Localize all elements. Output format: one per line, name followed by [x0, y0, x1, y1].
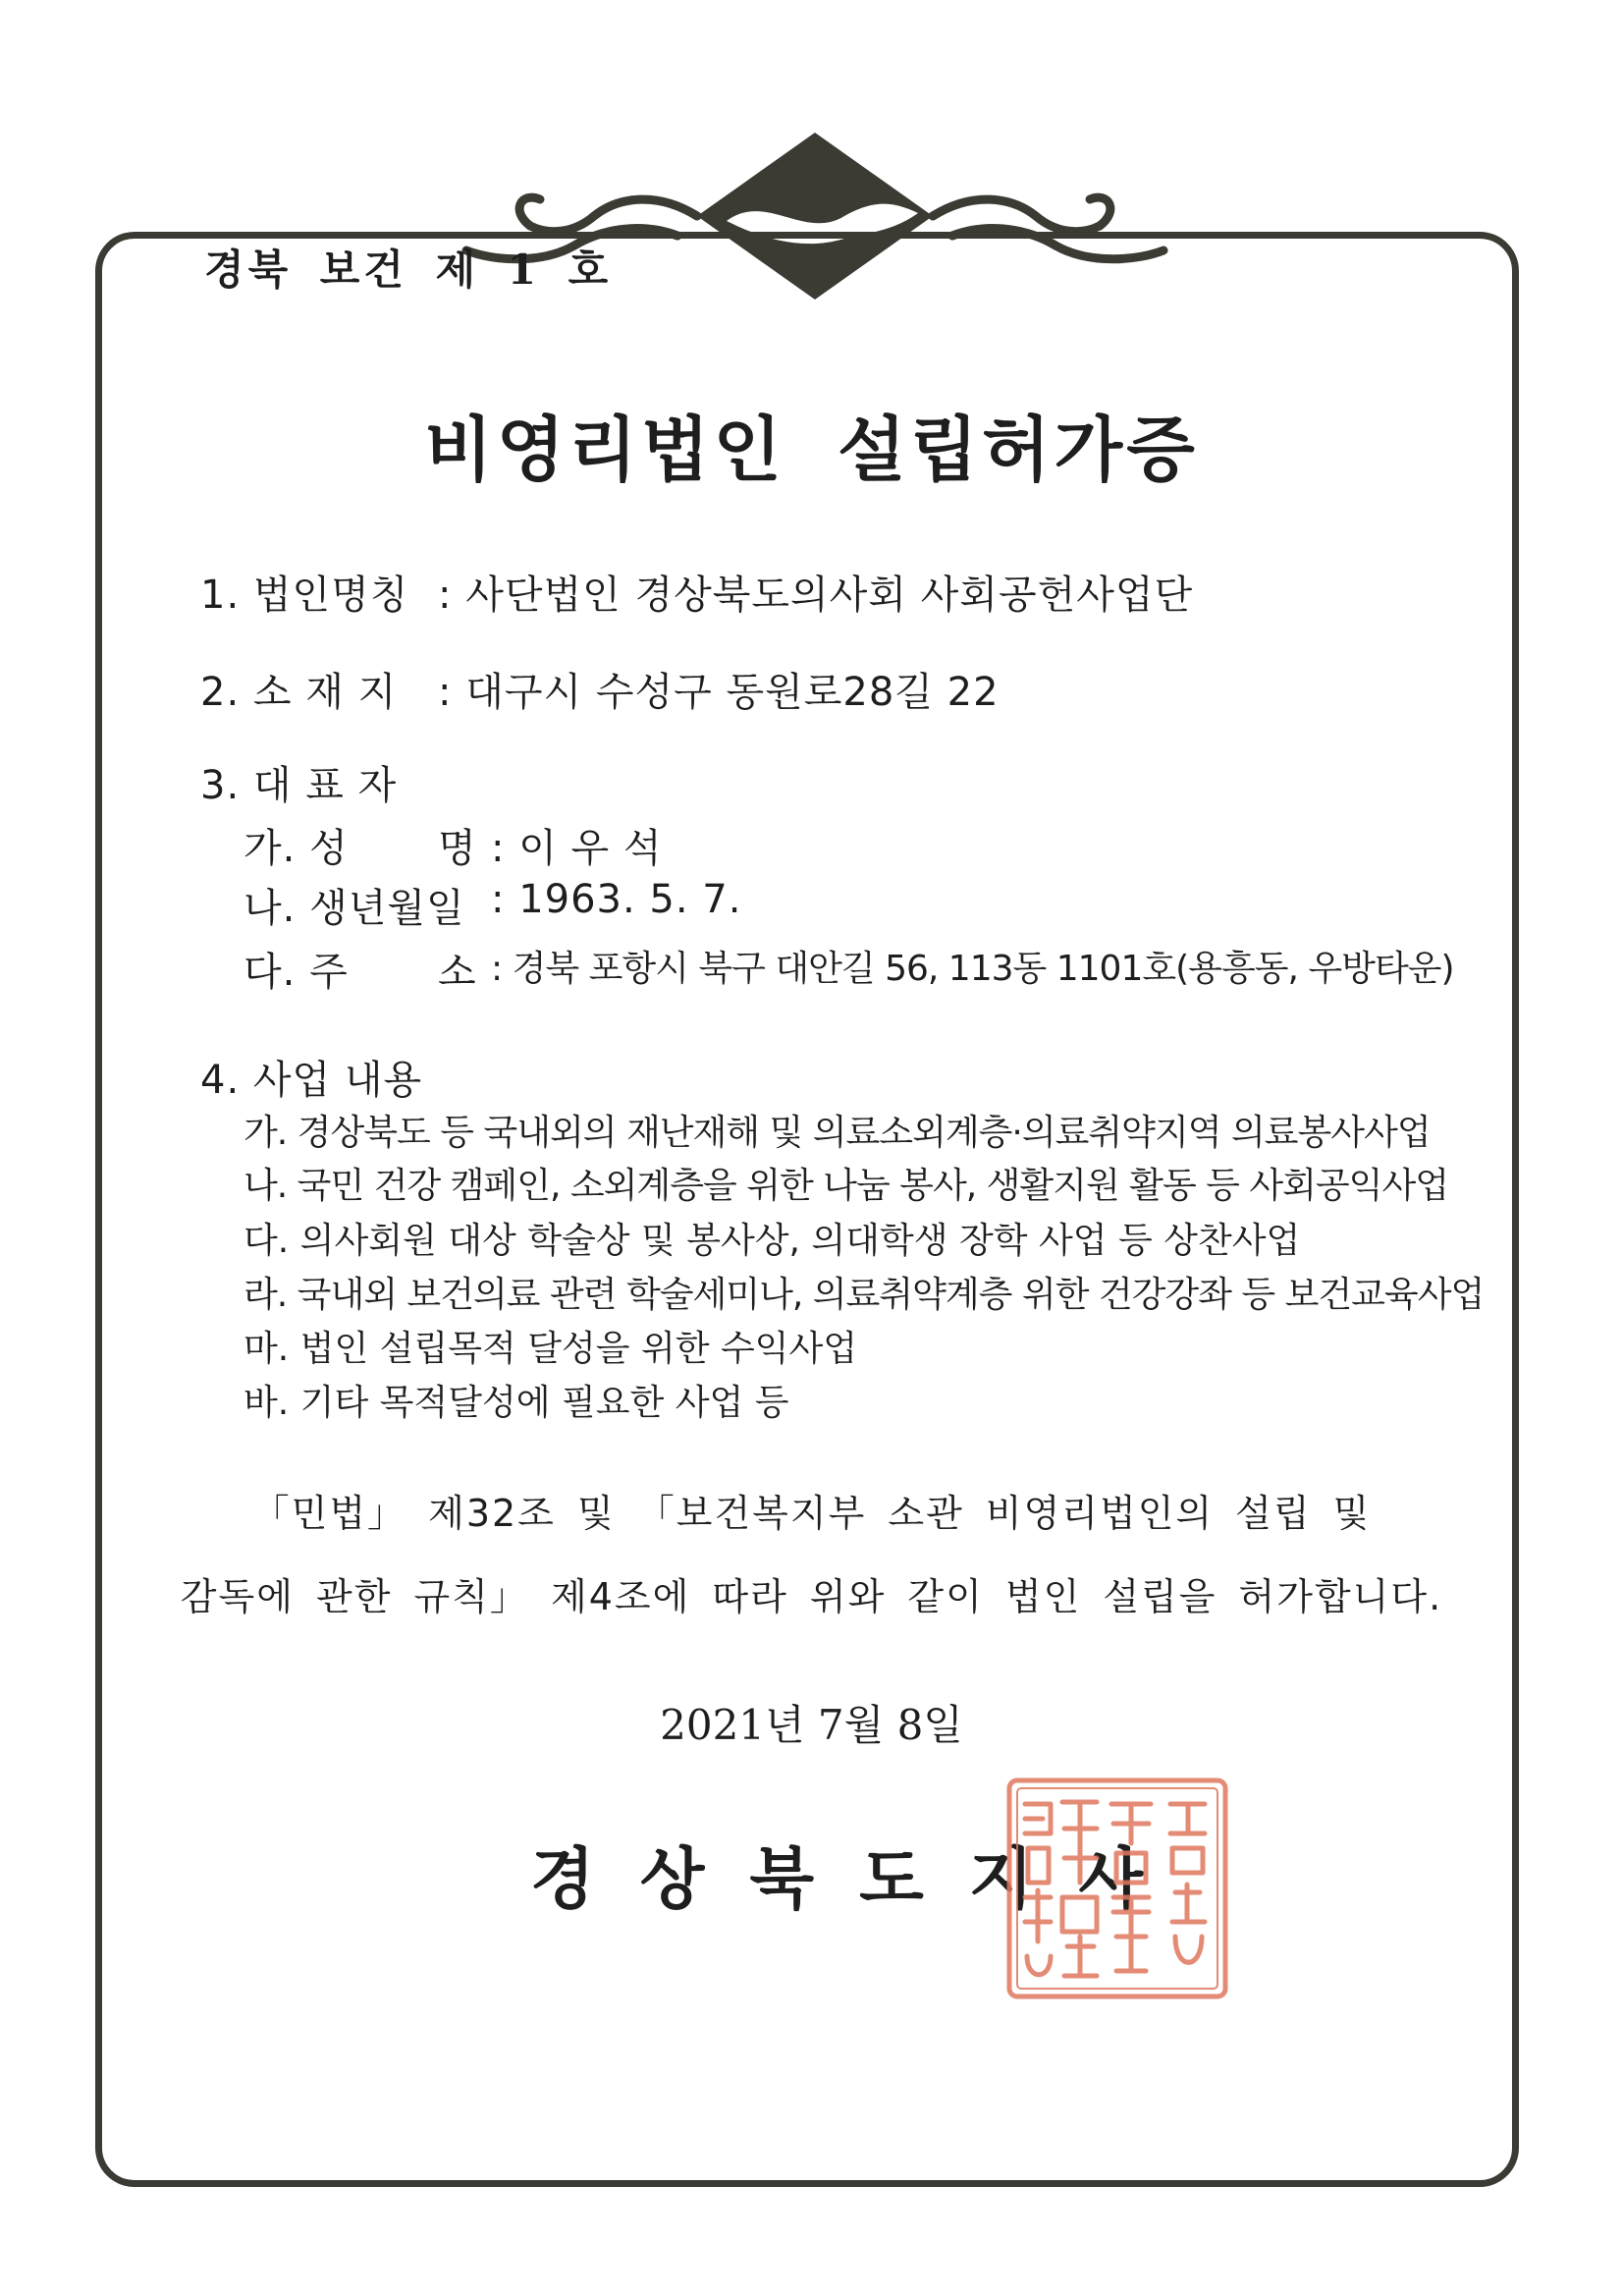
closing-line-1: 「민법」 제32조 및 「보건복지부 소관 비영리법인의 설립 및	[251, 1492, 1372, 1535]
business-item: 바. 기타 목적달성에 필요한 사업 등	[243, 1383, 789, 1423]
rep-name-label-2: 명	[438, 826, 477, 871]
issue-date: 2021년 7월 8일	[660, 1701, 963, 1749]
rep-address-value: : 경북 포항시 북구 대안길 56, 113동 1101호(용흥동, 우방타운)	[491, 949, 1454, 989]
closing-line-2: 감독에 관한 규칙」 제4조에 따라 위와 같이 법인 설립을 허가합니다.	[180, 1575, 1443, 1618]
location-value: : 대구시 수성구 동원로28길 22	[438, 670, 1000, 715]
official-seal-icon	[1003, 1775, 1231, 2002]
rep-name-label: 가. 성	[243, 826, 349, 871]
business-item: 마. 법인 설립목적 달성을 위한 수익사업	[243, 1329, 858, 1369]
corp-name-value: : 사단법인 경상북도의사회 사회공헌사업단	[438, 573, 1194, 618]
certificate-number: 경북 보건 제 1 호	[204, 246, 613, 294]
rep-address-label: 다. 주	[243, 950, 349, 995]
rep-birth-label: 나. 생년월일	[243, 886, 465, 931]
rep-birth-value: : 1963. 5. 7.	[491, 877, 742, 922]
business-item: 다. 의사회원 대상 학술상 및 봉사상, 의대학생 장학 사업 등 상찬사업	[243, 1221, 1301, 1261]
location-label: 2. 소 재 지	[200, 670, 398, 715]
representative-label: 3. 대 표 자	[200, 763, 398, 808]
business-label: 4. 사업 내용	[200, 1058, 423, 1103]
business-item: 나. 국민 건강 캠페인, 소외계층을 위한 나눔 봉사, 생활지원 활동 등 사회공익사업	[243, 1166, 1449, 1206]
business-item: 가. 경상북도 등 국내외의 재난재해 및 의료소외계층·의료취약지역 의료봉사사업	[243, 1113, 1431, 1153]
corp-name-label: 1. 법인명칭	[200, 573, 409, 618]
issuer-name: 경상북도지사	[530, 1840, 1189, 1919]
document-title: 비영리법인 설립허가증	[424, 409, 1199, 491]
rep-address-label-2: 소	[438, 950, 477, 995]
rep-name-value: : 이 우 석	[491, 826, 663, 871]
business-item: 라. 국내외 보건의료 관련 학술세미나, 의료취약계층 위한 건강강좌 등 보건교육사업	[243, 1275, 1485, 1315]
